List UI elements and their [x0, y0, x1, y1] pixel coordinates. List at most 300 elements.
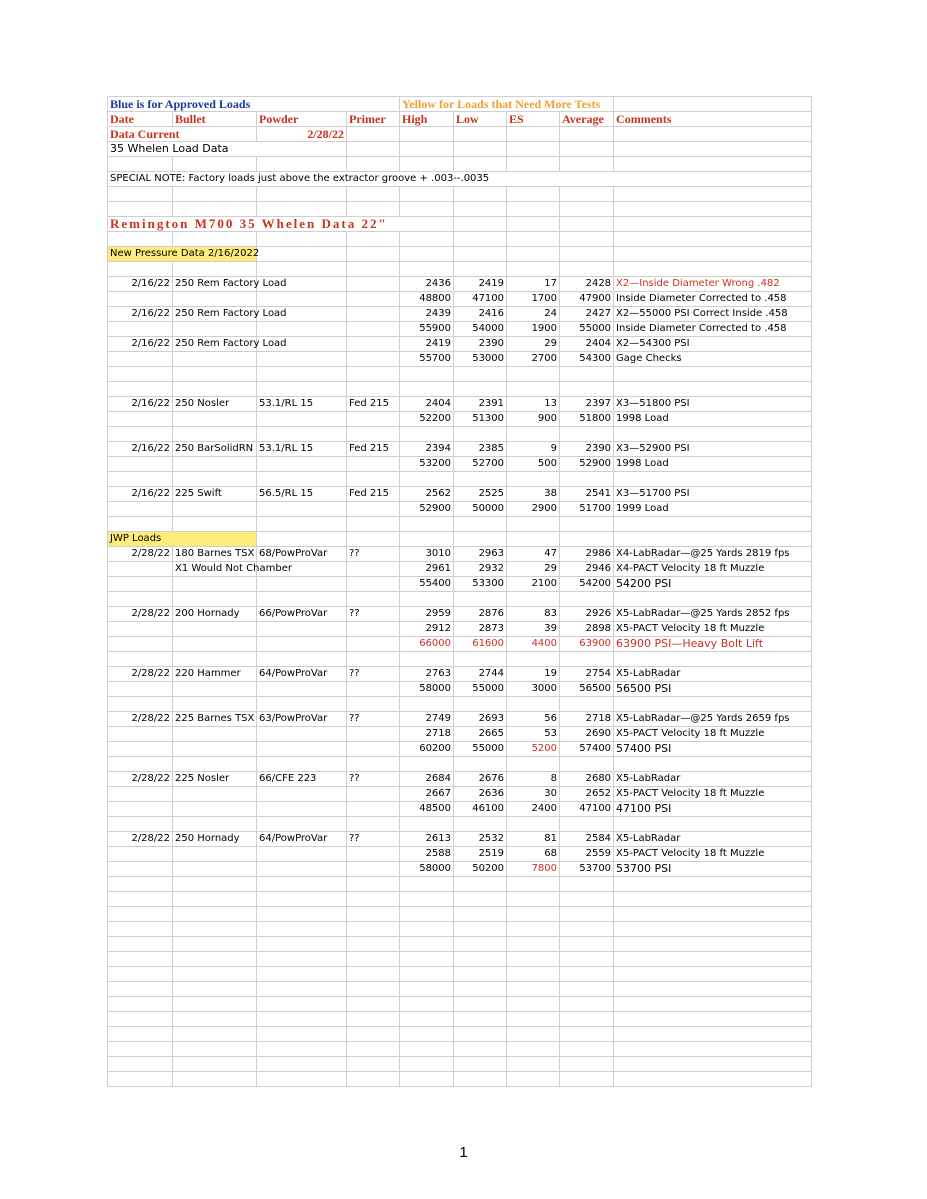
cell[interactable]: 2416 — [454, 307, 507, 322]
cell[interactable] — [347, 937, 400, 952]
cell[interactable]: 2/16/22 — [108, 307, 173, 322]
cell[interactable]: 220 Hammer — [173, 667, 257, 682]
cell[interactable]: 66000 — [400, 637, 454, 652]
cell[interactable] — [173, 757, 257, 772]
cell[interactable]: 52900 — [400, 502, 454, 517]
cell[interactable] — [257, 352, 347, 367]
cell[interactable]: 2667 — [400, 787, 454, 802]
cell[interactable] — [614, 232, 812, 247]
cell[interactable] — [347, 1012, 400, 1027]
cell[interactable] — [347, 622, 400, 637]
cell[interactable] — [347, 967, 400, 982]
cell[interactable]: 9 — [507, 442, 560, 457]
cell[interactable] — [454, 937, 507, 952]
cell[interactable]: 2390 — [454, 337, 507, 352]
cell[interactable] — [347, 262, 400, 277]
cell[interactable] — [507, 187, 560, 202]
cell[interactable]: ?? — [347, 667, 400, 682]
cell[interactable] — [108, 892, 173, 907]
cell[interactable]: 39 — [507, 622, 560, 637]
cell[interactable] — [560, 892, 614, 907]
cell[interactable]: 2/16/22 — [108, 397, 173, 412]
cell[interactable] — [108, 232, 173, 247]
cell[interactable] — [507, 952, 560, 967]
cell[interactable] — [454, 1057, 507, 1072]
cell[interactable] — [507, 892, 560, 907]
cell[interactable] — [400, 1042, 454, 1057]
cell[interactable] — [614, 532, 812, 547]
cell[interactable] — [614, 202, 812, 217]
cell[interactable] — [257, 592, 347, 607]
cell[interactable] — [614, 187, 812, 202]
cell[interactable] — [614, 922, 812, 937]
cell[interactable] — [614, 757, 812, 772]
cell[interactable]: 47 — [507, 547, 560, 562]
cell[interactable]: ?? — [347, 547, 400, 562]
cell[interactable] — [347, 907, 400, 922]
cell[interactable] — [400, 1072, 454, 1087]
cell[interactable]: 53300 — [454, 577, 507, 592]
cell[interactable] — [108, 952, 173, 967]
cell[interactable] — [108, 817, 173, 832]
cell[interactable] — [400, 922, 454, 937]
cell[interactable] — [614, 1012, 812, 1027]
cell[interactable] — [560, 877, 614, 892]
cell[interactable]: 250 Nosler — [173, 397, 257, 412]
cell[interactable] — [257, 952, 347, 967]
cell[interactable] — [454, 877, 507, 892]
cell[interactable]: 2/16/22 — [108, 337, 173, 352]
cell[interactable] — [257, 1027, 347, 1042]
cell[interactable] — [507, 367, 560, 382]
cell[interactable] — [108, 427, 173, 442]
cell[interactable]: X5-PACT Velocity 18 ft Muzzle — [614, 787, 812, 802]
cell[interactable] — [173, 1012, 257, 1027]
cell[interactable]: 2/16/22 — [108, 442, 173, 457]
cell[interactable] — [347, 1072, 400, 1087]
cell[interactable]: 250 BarSolidRN — [173, 442, 257, 457]
cell[interactable]: X2—Inside Diameter Wrong .482 — [614, 277, 812, 292]
cell[interactable]: 2700 — [507, 352, 560, 367]
cell[interactable]: 81 — [507, 832, 560, 847]
cell[interactable]: 3000 — [507, 682, 560, 697]
cell[interactable]: Inside Diameter Corrected to .458 — [614, 292, 812, 307]
cell[interactable] — [560, 217, 614, 232]
cell[interactable]: 2/28/22 — [108, 607, 173, 622]
cell[interactable] — [173, 1027, 257, 1042]
cell[interactable]: 2676 — [454, 772, 507, 787]
cell[interactable] — [560, 697, 614, 712]
cell[interactable] — [347, 787, 400, 802]
cell[interactable]: 58000 — [400, 862, 454, 877]
cell[interactable]: ?? — [347, 712, 400, 727]
cell[interactable]: 54200 PSI — [614, 577, 812, 592]
legend-more-tests[interactable]: Yellow for Loads that Need More Tests — [400, 97, 614, 112]
cell[interactable]: 53700 — [560, 862, 614, 877]
cell[interactable] — [507, 1027, 560, 1042]
cell[interactable] — [507, 532, 560, 547]
cell[interactable]: 63900 PSI—Heavy Bolt Lift — [614, 637, 812, 652]
cell[interactable] — [257, 937, 347, 952]
special-note[interactable]: SPECIAL NOTE: Factory loads just above the extractor groove + .003--.0035 — [108, 172, 812, 187]
cell[interactable] — [507, 922, 560, 937]
cell[interactable] — [347, 727, 400, 742]
cell[interactable]: 250 Rem Factory Load — [173, 337, 257, 352]
cell[interactable] — [257, 1012, 347, 1027]
cell[interactable] — [614, 142, 812, 157]
cell[interactable] — [507, 247, 560, 262]
cell[interactable]: 2385 — [454, 442, 507, 457]
cell[interactable]: X4-LabRadar—@25 Yards 2819 fps — [614, 547, 812, 562]
cell[interactable] — [257, 982, 347, 997]
cell[interactable]: 66/CFE 223 — [257, 772, 347, 787]
cell[interactable]: 5200 — [507, 742, 560, 757]
cell[interactable] — [347, 757, 400, 772]
cell[interactable] — [507, 262, 560, 277]
cell[interactable]: 13 — [507, 397, 560, 412]
cell[interactable]: 2898 — [560, 622, 614, 637]
cell[interactable] — [257, 997, 347, 1012]
cell[interactable] — [454, 187, 507, 202]
cell[interactable] — [454, 157, 507, 172]
cell[interactable] — [560, 1072, 614, 1087]
cell[interactable] — [173, 592, 257, 607]
cell[interactable] — [614, 982, 812, 997]
cell[interactable] — [257, 922, 347, 937]
cell[interactable]: 50200 — [454, 862, 507, 877]
cell[interactable] — [400, 247, 454, 262]
cell[interactable] — [560, 757, 614, 772]
cell[interactable]: 2946 — [560, 562, 614, 577]
cell[interactable] — [347, 517, 400, 532]
cell[interactable] — [400, 697, 454, 712]
cell[interactable]: 60200 — [400, 742, 454, 757]
cell[interactable] — [454, 952, 507, 967]
cell[interactable] — [108, 877, 173, 892]
cell[interactable] — [173, 697, 257, 712]
cell[interactable] — [108, 937, 173, 952]
cell[interactable]: 51800 — [560, 412, 614, 427]
cell[interactable] — [560, 1057, 614, 1072]
cell[interactable] — [400, 532, 454, 547]
section-title[interactable]: Remington M700 35 Whelen Data 22" — [108, 217, 454, 232]
cell[interactable]: 900 — [507, 412, 560, 427]
cell[interactable] — [257, 967, 347, 982]
cell[interactable] — [400, 952, 454, 967]
cell[interactable] — [560, 1027, 614, 1042]
cell[interactable] — [257, 187, 347, 202]
cell[interactable] — [173, 232, 257, 247]
cell[interactable]: 2912 — [400, 622, 454, 637]
cell[interactable] — [560, 937, 614, 952]
cell[interactable] — [257, 292, 347, 307]
cell[interactable] — [108, 202, 173, 217]
cell[interactable] — [560, 427, 614, 442]
cell[interactable] — [347, 127, 400, 142]
cell[interactable] — [614, 697, 812, 712]
cell[interactable]: 53 — [507, 727, 560, 742]
cell[interactable]: 55000 — [454, 682, 507, 697]
cell[interactable]: 2749 — [400, 712, 454, 727]
cell[interactable] — [173, 922, 257, 937]
cell[interactable] — [454, 232, 507, 247]
cell[interactable]: X5-LabRadar—@25 Yards 2659 fps — [614, 712, 812, 727]
cell[interactable]: 250 Hornady — [173, 832, 257, 847]
cell[interactable]: 2963 — [454, 547, 507, 562]
cell[interactable] — [173, 472, 257, 487]
cell[interactable] — [454, 1072, 507, 1087]
legend-approved[interactable]: Blue is for Approved Loads — [108, 97, 400, 112]
cell[interactable] — [454, 922, 507, 937]
cell[interactable] — [257, 892, 347, 907]
cell[interactable]: 2613 — [400, 832, 454, 847]
cell[interactable] — [614, 892, 812, 907]
cell[interactable] — [108, 322, 173, 337]
cell[interactable]: 2/28/22 — [108, 712, 173, 727]
cell[interactable]: 53000 — [454, 352, 507, 367]
column-header[interactable]: Comments — [614, 112, 812, 127]
cell[interactable]: 56500 PSI — [614, 682, 812, 697]
cell[interactable] — [347, 997, 400, 1012]
cell[interactable]: 19 — [507, 667, 560, 682]
cell[interactable] — [560, 232, 614, 247]
cell[interactable] — [614, 247, 812, 262]
cell[interactable]: 66/PowProVar — [257, 607, 347, 622]
cell[interactable]: 55000 — [454, 742, 507, 757]
cell[interactable] — [454, 1027, 507, 1042]
cell[interactable] — [347, 367, 400, 382]
cell[interactable] — [454, 592, 507, 607]
cell[interactable] — [454, 967, 507, 982]
cell[interactable] — [454, 892, 507, 907]
cell[interactable] — [173, 502, 257, 517]
cell[interactable] — [257, 787, 347, 802]
column-header[interactable]: Average — [560, 112, 614, 127]
cell[interactable] — [454, 652, 507, 667]
cell[interactable]: 52700 — [454, 457, 507, 472]
cell[interactable] — [108, 382, 173, 397]
cell[interactable] — [347, 352, 400, 367]
cell[interactable]: 4400 — [507, 637, 560, 652]
cell[interactable]: 68 — [507, 847, 560, 862]
cell[interactable]: 1999 Load — [614, 502, 812, 517]
cell[interactable] — [173, 862, 257, 877]
cell[interactable]: X5-PACT Velocity 18 ft Muzzle — [614, 727, 812, 742]
cell[interactable]: 2588 — [400, 847, 454, 862]
cell[interactable] — [454, 817, 507, 832]
cell[interactable] — [108, 1012, 173, 1027]
cell[interactable] — [347, 817, 400, 832]
cell[interactable] — [173, 982, 257, 997]
cell[interactable]: 2690 — [560, 727, 614, 742]
cell[interactable]: 48500 — [400, 802, 454, 817]
cell[interactable] — [257, 232, 347, 247]
cell[interactable] — [173, 622, 257, 637]
cell[interactable]: 61600 — [454, 637, 507, 652]
cell[interactable]: ?? — [347, 772, 400, 787]
cell[interactable] — [257, 517, 347, 532]
cell[interactable] — [173, 682, 257, 697]
cell[interactable]: X2—54300 PSI — [614, 337, 812, 352]
cell[interactable] — [507, 982, 560, 997]
cell[interactable] — [614, 517, 812, 532]
cell[interactable] — [108, 352, 173, 367]
cell[interactable]: X5-LabRadar — [614, 832, 812, 847]
cell[interactable]: 2873 — [454, 622, 507, 637]
cell[interactable]: X3—51800 PSI — [614, 397, 812, 412]
cell[interactable] — [560, 997, 614, 1012]
cell[interactable] — [347, 247, 400, 262]
cell[interactable] — [454, 997, 507, 1012]
cell[interactable]: 2959 — [400, 607, 454, 622]
cell[interactable] — [560, 517, 614, 532]
cell[interactable] — [454, 1012, 507, 1027]
cell[interactable] — [347, 157, 400, 172]
cell[interactable] — [614, 97, 812, 112]
cell[interactable] — [400, 1012, 454, 1027]
cell[interactable]: 29 — [507, 562, 560, 577]
cell[interactable]: 2519 — [454, 847, 507, 862]
cell[interactable] — [347, 337, 400, 352]
cell[interactable]: 17 — [507, 277, 560, 292]
cell[interactable] — [400, 142, 454, 157]
cell[interactable] — [173, 292, 257, 307]
cell[interactable] — [400, 817, 454, 832]
cell[interactable] — [614, 952, 812, 967]
pressure-label[interactable]: New Pressure Data 2/16/2022 — [108, 247, 257, 262]
cell[interactable] — [454, 532, 507, 547]
cell[interactable]: X3—52900 PSI — [614, 442, 812, 457]
cell[interactable] — [173, 967, 257, 982]
cell[interactable] — [257, 907, 347, 922]
cell[interactable] — [400, 937, 454, 952]
cell[interactable]: 2961 — [400, 562, 454, 577]
cell[interactable] — [347, 472, 400, 487]
cell[interactable]: 55000 — [560, 322, 614, 337]
cell[interactable] — [560, 202, 614, 217]
cell[interactable] — [173, 262, 257, 277]
cell[interactable] — [257, 1072, 347, 1087]
cell[interactable]: 54000 — [454, 322, 507, 337]
cell[interactable] — [614, 127, 812, 142]
cell[interactable] — [560, 127, 614, 142]
cell[interactable] — [560, 247, 614, 262]
cell[interactable] — [507, 157, 560, 172]
cell[interactable] — [614, 1027, 812, 1042]
cell[interactable] — [108, 502, 173, 517]
cell[interactable]: 47100 PSI — [614, 802, 812, 817]
cell[interactable] — [560, 1042, 614, 1057]
cell[interactable] — [347, 382, 400, 397]
cell[interactable] — [560, 592, 614, 607]
cell[interactable]: 1998 Load — [614, 412, 812, 427]
cell[interactable] — [108, 517, 173, 532]
cell[interactable] — [108, 922, 173, 937]
cell[interactable]: 2427 — [560, 307, 614, 322]
cell[interactable] — [108, 367, 173, 382]
cell[interactable] — [173, 892, 257, 907]
cell[interactable] — [614, 262, 812, 277]
cell[interactable] — [614, 1072, 812, 1087]
cell[interactable] — [614, 907, 812, 922]
cell[interactable]: 2/16/22 — [108, 277, 173, 292]
cell[interactable] — [108, 472, 173, 487]
cell[interactable]: 3010 — [400, 547, 454, 562]
cell[interactable] — [614, 217, 812, 232]
cell[interactable] — [347, 142, 400, 157]
cell[interactable] — [257, 622, 347, 637]
cell[interactable] — [347, 877, 400, 892]
cell[interactable] — [560, 142, 614, 157]
cell[interactable]: 8 — [507, 772, 560, 787]
cell[interactable]: 2652 — [560, 787, 614, 802]
cell[interactable]: Fed 215 — [347, 442, 400, 457]
cell[interactable]: 2926 — [560, 607, 614, 622]
cell[interactable]: 58000 — [400, 682, 454, 697]
cell[interactable] — [347, 232, 400, 247]
cell[interactable] — [173, 322, 257, 337]
cell[interactable]: 2439 — [400, 307, 454, 322]
cell[interactable] — [173, 937, 257, 952]
cell[interactable]: 47900 — [560, 292, 614, 307]
cell[interactable]: 38 — [507, 487, 560, 502]
cell[interactable] — [173, 157, 257, 172]
cell[interactable] — [560, 967, 614, 982]
cell[interactable] — [173, 457, 257, 472]
cell[interactable] — [507, 517, 560, 532]
cell[interactable] — [507, 757, 560, 772]
cell[interactable]: 2562 — [400, 487, 454, 502]
cell[interactable] — [400, 982, 454, 997]
cell[interactable] — [257, 427, 347, 442]
cell[interactable] — [173, 952, 257, 967]
cell[interactable]: 225 Swift — [173, 487, 257, 502]
cell[interactable]: 250 Rem Factory Load — [173, 277, 257, 292]
cell[interactable] — [347, 847, 400, 862]
cell[interactable] — [347, 1057, 400, 1072]
cell[interactable] — [560, 262, 614, 277]
cell[interactable] — [108, 457, 173, 472]
cell[interactable] — [257, 862, 347, 877]
cell[interactable] — [560, 367, 614, 382]
cell[interactable]: X5-PACT Velocity 18 ft Muzzle — [614, 847, 812, 862]
cell[interactable] — [400, 262, 454, 277]
cell[interactable] — [347, 637, 400, 652]
cell[interactable] — [108, 862, 173, 877]
cell[interactable] — [347, 562, 400, 577]
cell[interactable] — [507, 652, 560, 667]
cell[interactable] — [454, 757, 507, 772]
cell[interactable] — [400, 907, 454, 922]
cell[interactable]: 24 — [507, 307, 560, 322]
cell[interactable] — [108, 967, 173, 982]
cell[interactable]: 2693 — [454, 712, 507, 727]
cell[interactable] — [257, 682, 347, 697]
cell[interactable]: 57400 — [560, 742, 614, 757]
cell[interactable] — [560, 952, 614, 967]
cell[interactable] — [257, 382, 347, 397]
cell[interactable] — [400, 757, 454, 772]
cell[interactable]: 2900 — [507, 502, 560, 517]
cell[interactable] — [454, 907, 507, 922]
cell[interactable] — [257, 472, 347, 487]
cell[interactable]: 54300 — [560, 352, 614, 367]
cell[interactable] — [454, 982, 507, 997]
cell[interactable] — [560, 922, 614, 937]
cell[interactable] — [257, 757, 347, 772]
cell[interactable] — [108, 847, 173, 862]
cell[interactable] — [400, 232, 454, 247]
